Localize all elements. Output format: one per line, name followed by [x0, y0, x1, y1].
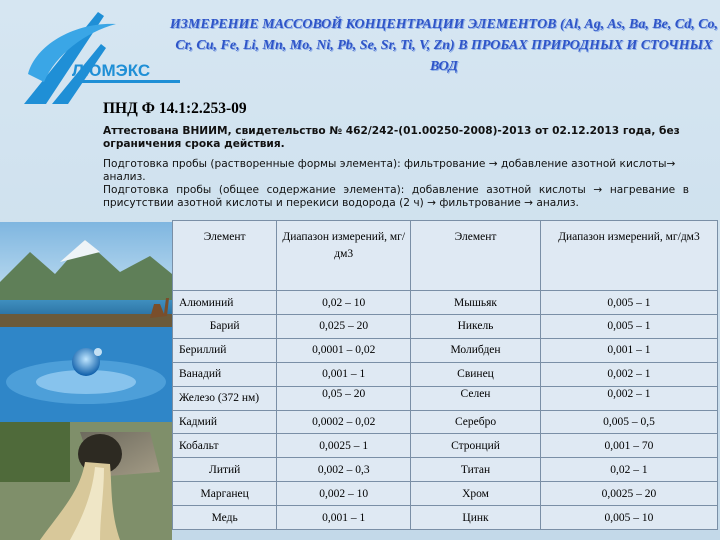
certification-text: Аттестована ВНИИМ, свидетельство № 462/242-(01.00250-2008)-2013 от 02.12.2013 года, без ограничения срока действия.: [103, 125, 680, 150]
element-cell: Барий: [173, 314, 277, 338]
element-cell: Бериллий: [173, 338, 277, 362]
table-row: [173, 362, 718, 386]
table-header-row: [173, 221, 718, 291]
range-cell: 0,05 – 20: [277, 386, 411, 410]
range-cell: 0,02 – 1: [540, 458, 717, 482]
element-cell: Свинец: [411, 362, 541, 386]
element-cell: Кобальт: [173, 434, 277, 458]
range-cell: 0,002 – 1: [540, 386, 717, 410]
range-cell: 0,005 – 10: [540, 506, 717, 530]
table-row: [173, 410, 718, 434]
element-cell: Цинк: [411, 506, 541, 530]
header-range: Диапазон измерений, мг/дм3: [277, 221, 411, 291]
nature-photos: [0, 222, 172, 540]
range-cell: 0,002 – 10: [277, 482, 411, 506]
element-cell: Стронций: [411, 434, 541, 458]
page-title: ИЗМЕРЕНИЕ МАССОВОЙ КОНЦЕНТРАЦИИ ЭЛЕМЕНТОВ (Al, Ag, As, Ba, Be, Cd, Co, Cr, Cu, Fe, Li, Mn, Mo, Ni, Pb, Se, Sr, Ti, V, Zn) В ПРОБАХ ПРИРОДНЫХ И СТОЧНЫХ ВОД: [169, 17, 719, 74]
element-cell: Ванадий: [173, 362, 277, 386]
element-cell: Мышьяк: [411, 291, 541, 315]
element-cell: Алюминий: [173, 291, 277, 315]
standard-code: ПНД Ф 14.1:2.253-09: [103, 100, 247, 117]
element-cell: Никель: [411, 314, 541, 338]
table-row: [173, 458, 718, 482]
range-cell: 0,005 – 1: [540, 314, 717, 338]
range-cell: 0,025 – 20: [277, 314, 411, 338]
range-cell: 0,001 – 1: [277, 506, 411, 530]
element-cell: Литий: [173, 458, 277, 482]
range-cell: 0,001 – 1: [277, 362, 411, 386]
element-cell: Серебро: [411, 410, 541, 434]
element-cell: Молибден: [411, 338, 541, 362]
range-cell: 0,0002 – 0,02: [277, 410, 411, 434]
element-cell: Марганец: [173, 482, 277, 506]
table-row: [173, 314, 718, 338]
table-row: [173, 482, 718, 506]
range-cell: 0,0001 – 0,02: [277, 338, 411, 362]
prep-total-text: Подготовка пробы (общее содержание элемента): добавление азотной кислоты → нагревание в присутствии азотной кислоты и перекиси водорода (2 ч) → фильтрование → анализ.: [103, 184, 689, 209]
range-cell: 0,005 – 0,5: [540, 410, 717, 434]
element-cell: Кадмий: [173, 410, 277, 434]
range-cell: 0,002 – 1: [540, 362, 717, 386]
logo-text: ЛЮМЭКС: [72, 61, 151, 80]
table-row: [173, 338, 718, 362]
element-cell: Селен: [411, 386, 541, 410]
element-ranges-table: [172, 220, 718, 530]
element-cell: Медь: [173, 506, 277, 530]
range-cell: 0,001 – 70: [540, 434, 717, 458]
prep-dissolved-text: Подготовка пробы (растворенные формы элемента): фильтрование → добавление азотной кислоты→ анализ.: [103, 158, 676, 183]
element-cell: Титан: [411, 458, 541, 482]
header-range-2: Диапазон измерений, мг/дм3: [540, 221, 717, 291]
header-element: Элемент: [173, 221, 277, 291]
range-cell: 0,0025 – 1: [277, 434, 411, 458]
table-row: [173, 506, 718, 530]
range-cell: 0,002 – 0,3: [277, 458, 411, 482]
range-cell: 0,005 – 1: [540, 291, 717, 315]
table-row: [173, 434, 718, 458]
table-row: [173, 386, 718, 410]
range-cell: 0,02 – 10: [277, 291, 411, 315]
range-cell: 0,001 – 1: [540, 338, 717, 362]
element-cell: Железо (372 нм): [173, 386, 277, 410]
element-cell: Хром: [411, 482, 541, 506]
range-cell: 0,0025 – 20: [540, 482, 717, 506]
table-row: [173, 291, 718, 315]
header-element-2: Элемент: [411, 221, 541, 291]
